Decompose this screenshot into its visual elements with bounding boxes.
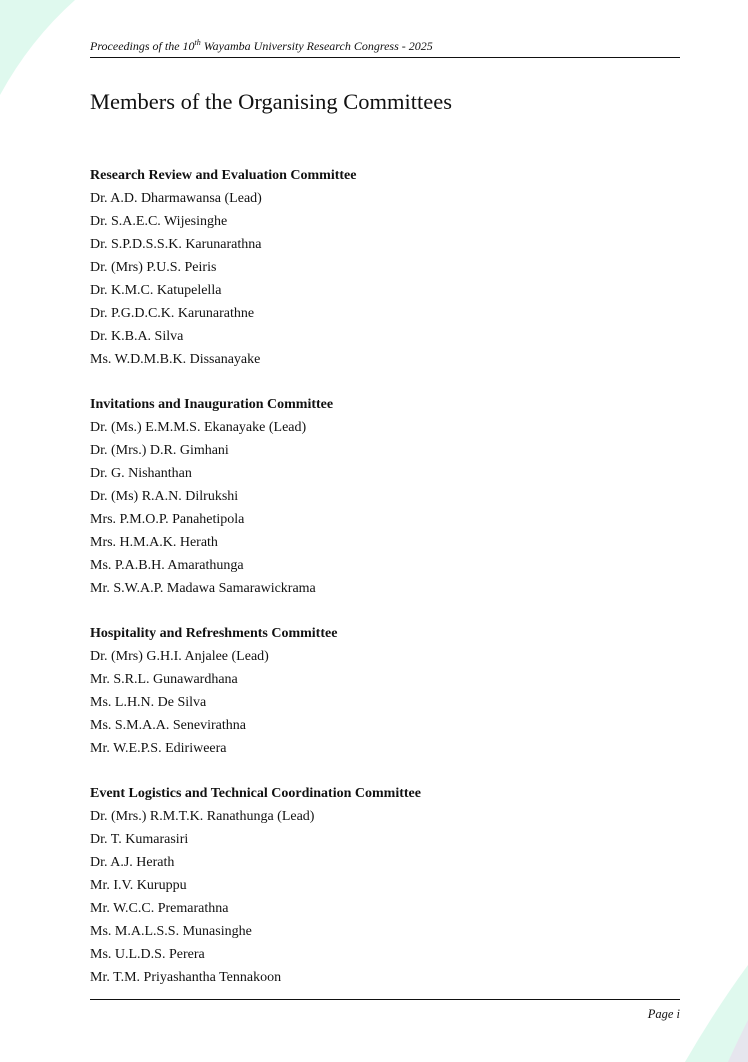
member: Dr. T. Kumarasiri xyxy=(90,832,189,847)
top-left-green-swoosh xyxy=(0,0,75,95)
member: Dr. K.B.A. Silva xyxy=(90,329,184,344)
member: Dr. A.J. Herath xyxy=(90,855,175,870)
committee-event-logistics xyxy=(90,784,680,991)
header-superscript: th xyxy=(194,38,201,47)
committee-title: Hospitality and Refreshments Committee xyxy=(90,626,338,641)
member: Dr. (Mrs) G.H.I. Anjalee (Lead) xyxy=(90,649,269,664)
member: Ms. M.A.L.S.S. Munasinghe xyxy=(90,924,252,939)
member: Mr. T.M. Priyashantha Tennakoon xyxy=(90,970,282,985)
member: Dr. A.D. Dharmawansa (Lead) xyxy=(90,191,262,206)
bottom-right-green-swoosh xyxy=(685,965,748,1062)
committees-list xyxy=(90,166,680,1013)
member: Dr. (Mrs.) R.M.T.K. Ranathunga (Lead) xyxy=(90,809,315,824)
member: Ms. W.D.M.B.K. Dissanayake xyxy=(90,352,261,367)
member: Mr. I.V. Kuruppu xyxy=(90,878,187,893)
member: Ms. L.H.N. De Silva xyxy=(90,695,207,710)
member: Dr. S.A.E.C. Wijesinghe xyxy=(90,214,228,229)
committee-title: Event Logistics and Technical Coordination Committee xyxy=(90,786,421,801)
member: Ms. P.A.B.H. Amarathunga xyxy=(90,558,244,573)
member: Dr. P.G.D.C.K. Karunarathne xyxy=(90,306,255,321)
header-suffix: Wayamba University Research Congress - 2025 xyxy=(200,39,433,53)
committee-research-review xyxy=(90,166,680,373)
member: Dr. (Ms.) E.M.M.S. Ekanayake (Lead) xyxy=(90,420,307,435)
page-title: Members of the Organising Committees xyxy=(90,89,453,114)
member: Mrs. H.M.A.K. Herath xyxy=(90,535,218,550)
bottom-right-grey-swoosh xyxy=(728,1020,748,1062)
member: Ms. U.L.D.S. Perera xyxy=(90,947,205,962)
header-prefix: Proceedings of the 10 xyxy=(90,39,195,53)
member: Mr. W.C.C. Premarathna xyxy=(90,901,229,916)
committee-invitations xyxy=(90,395,680,602)
member: Dr. K.M.C. Katupelella xyxy=(90,283,222,298)
member: Mr. S.W.A.P. Madawa Samarawickrama xyxy=(90,581,316,596)
committee-hospitality xyxy=(90,624,680,762)
member: Dr. (Mrs) P.U.S. Peiris xyxy=(90,260,217,275)
footer-rule xyxy=(90,999,680,1000)
member: Mr. S.R.L. Gunawardhana xyxy=(90,672,238,687)
running-header xyxy=(90,38,680,58)
member: Dr. G. Nishanthan xyxy=(90,466,192,481)
committee-title: Invitations and Inauguration Committee xyxy=(90,397,334,412)
member: Dr. S.P.D.S.S.K. Karunarathna xyxy=(90,237,262,252)
member: Mr. W.E.P.S. Ediriweera xyxy=(90,741,227,756)
page-number: Page i xyxy=(647,1007,680,1021)
member: Ms. S.M.A.A. Senevirathna xyxy=(90,718,246,733)
member: Mrs. P.M.O.P. Panahetipola xyxy=(90,512,245,527)
member: Dr. (Ms) R.A.N. Dilrukshi xyxy=(90,489,239,504)
committee-title: Research Review and Evaluation Committee xyxy=(90,168,357,183)
member: Dr. (Mrs.) D.R. Gimhani xyxy=(90,443,229,458)
